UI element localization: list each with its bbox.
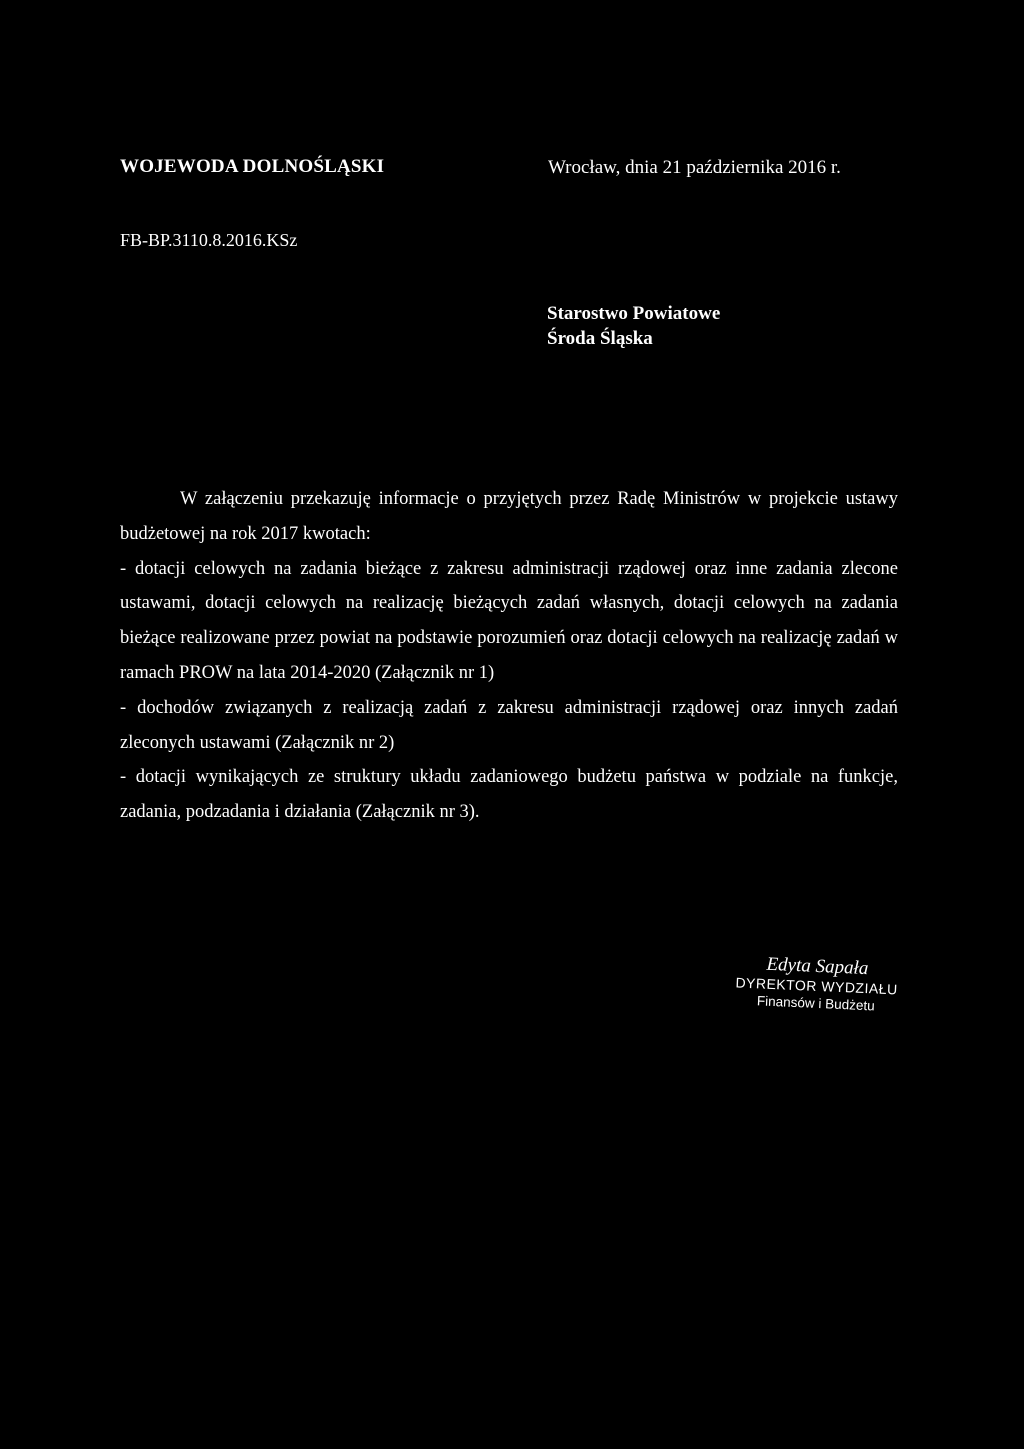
body-item-1: - dotacji celowych na zadania bieżące z zakresu administracji rządowej oraz inne zadania zlecone ustawami, dotacji celowych na realizację bieżących zadań własnych, dotacji celowych na zadania bieżące realizowane przez powiat na podstawie porozumień oraz dotacji celowych na realizację zadań w ramach PROW na lata 2014-2020 (Załącznik nr 1): [120, 558, 898, 683]
signatory-department: Finansów i Budżetu: [756, 993, 876, 1014]
letter-body: [120, 482, 898, 830]
body-item-3: - dotacji wynikających ze struktury układu zadaniowego budżetu państwa w podziale na funkcje, zadania, podzadania i działania (Załącznik nr 3).: [120, 767, 898, 823]
recipient-line-2: Środa Śląska: [547, 328, 653, 349]
recipient-line-1: Starostwo Powiatowe: [547, 303, 721, 324]
signatory-name: Edyta Sapała: [766, 953, 869, 980]
body-item-2: - dochodów związanych z realizacją zadań z zakresu administracji rządowej oraz innych zadań zleconych ustawami (Załącznik nr 2): [120, 697, 898, 753]
reference-number: FB-BP.3110.8.2016.KSz: [120, 230, 298, 250]
sender-name: WOJEWODA DOLNOŚLĄSKI: [120, 156, 385, 177]
letter-date: Wrocław, dnia 21 października 2016 r.: [548, 157, 841, 178]
recipient-address: [547, 301, 720, 351]
signatory-title: DYREKTOR WYDZIAŁU: [735, 974, 899, 998]
body-intro: W załączeniu przekazuję informacje o przyjętych przez Radę Ministrów w projekcie ustawy budżetowej na rok 2017 kwotach:: [120, 489, 898, 544]
signature-stamp: [726, 952, 908, 1016]
